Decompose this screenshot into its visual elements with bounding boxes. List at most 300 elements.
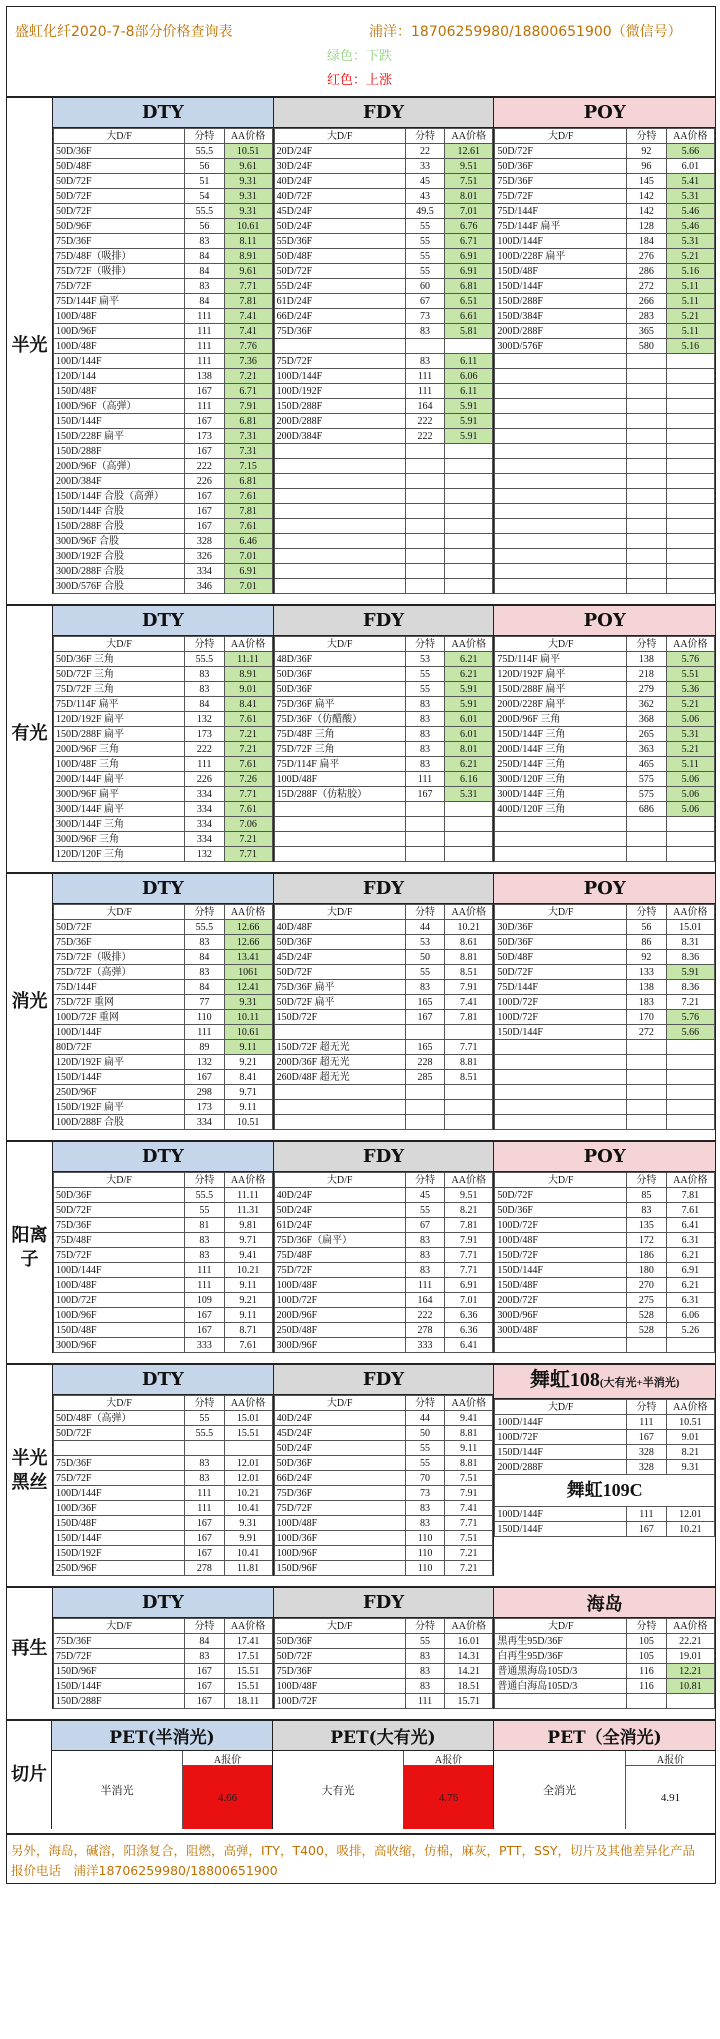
price-cell: 10.61 — [224, 1025, 272, 1040]
spec-cell: 75D/72F（吸排） — [53, 950, 184, 965]
spec-cell: 200D/288F — [495, 1460, 627, 1475]
grade-cell: 55 — [405, 1203, 444, 1218]
header-row — [53, 1173, 272, 1188]
spec-cell — [495, 504, 627, 519]
header-row — [495, 905, 715, 920]
spec-cell: 50D/72F 扁平 — [274, 995, 405, 1010]
spec-cell: 150D/144F 合股 — [53, 504, 184, 519]
table-row — [495, 1070, 715, 1085]
price-cell: 7.61 — [224, 519, 272, 534]
price-cell: 9.31 — [224, 174, 272, 189]
grade-cell: 167 — [185, 1323, 224, 1338]
spec-header: 大D/F — [495, 129, 627, 144]
price-header: AA价格 — [445, 905, 493, 920]
table-row — [495, 1649, 715, 1664]
grade-header: 分特 — [627, 129, 667, 144]
price-cell: 14.21 — [445, 1664, 493, 1679]
spec-cell: 150D/384F — [495, 309, 627, 324]
spec-cell — [274, 802, 405, 817]
price-cell: 8.61 — [445, 935, 493, 950]
spec-cell: 45D/24F — [274, 204, 405, 219]
spec-cell: 120D/192F 扁平 — [53, 1055, 184, 1070]
grade-cell: 83 — [405, 980, 444, 995]
price-cell: 12.01 — [224, 1471, 272, 1486]
table-row — [274, 1308, 493, 1323]
spec-cell — [495, 564, 627, 579]
spec-cell: 400D/120F 三角 — [495, 802, 627, 817]
grade-cell: 167 — [185, 414, 224, 429]
pet-price-box — [625, 1751, 715, 1829]
spec-cell: 100D/144F — [495, 1507, 627, 1522]
grade-cell: 111 — [185, 309, 224, 324]
table-row — [495, 1263, 715, 1278]
price-table — [53, 1172, 273, 1353]
grade-cell — [405, 519, 444, 534]
pet-price: 4.66 — [183, 1766, 272, 1829]
block-dty — [53, 606, 274, 862]
price-cell: 5.06 — [666, 802, 714, 817]
spec-cell: 100D/144F — [53, 354, 184, 369]
price-cell: 7.81 — [445, 1010, 493, 1025]
price-cell — [666, 534, 714, 549]
price-cell — [666, 1338, 714, 1353]
brand-note: (大有光+半消光) — [599, 1377, 680, 1389]
spec-cell: 150D/48F — [495, 1278, 627, 1293]
spec-cell: 50D/72F — [274, 965, 405, 980]
spec-cell: 75D/36F — [53, 1456, 184, 1471]
table-row — [274, 159, 493, 174]
grade-cell: 55.5 — [185, 1188, 224, 1203]
pet-title: PET（全消光) — [494, 1721, 715, 1751]
table-row — [495, 1445, 715, 1460]
table-row — [53, 1308, 272, 1323]
price-cell — [666, 369, 714, 384]
price-header: AA价格 — [666, 1400, 714, 1415]
grade-cell — [627, 1070, 667, 1085]
grade-cell: 164 — [405, 1293, 444, 1308]
grade-cell: 333 — [405, 1338, 444, 1353]
price-cell: 9.01 — [224, 682, 272, 697]
block-title: 海岛 — [494, 1588, 715, 1618]
spec-header: 大D/F — [495, 637, 627, 652]
grade-cell: 128 — [627, 219, 667, 234]
table-row — [274, 1471, 493, 1486]
table-row — [53, 1070, 272, 1085]
price-cell: 15.71 — [445, 1694, 493, 1709]
grade-cell: 334 — [185, 817, 224, 832]
table-row — [274, 1411, 493, 1426]
spec-cell: 75D/72F — [495, 189, 627, 204]
spec-cell — [274, 504, 405, 519]
spec-cell: 50D/36F — [495, 935, 627, 950]
grade-cell: 167 — [185, 504, 224, 519]
spec-cell — [274, 534, 405, 549]
spec-cell: 100D/72F — [274, 1293, 405, 1308]
grade-cell — [627, 489, 667, 504]
block-title: FDY — [274, 98, 494, 128]
price-cell: 6.41 — [666, 1218, 714, 1233]
table-row — [274, 444, 493, 459]
spec-cell: 50D/72F — [53, 1203, 184, 1218]
grade-header: 分特 — [185, 129, 224, 144]
table-row — [495, 1507, 715, 1522]
spec-cell: 75D/72F（高弹） — [53, 965, 184, 980]
block-title: DTY — [53, 1142, 273, 1172]
spec-cell: 150D/144F — [495, 1445, 627, 1460]
price-cell: 8.11 — [224, 234, 272, 249]
table-row — [53, 204, 272, 219]
price-cell: 9.01 — [666, 1430, 714, 1445]
price-cell: 9.31 — [224, 995, 272, 1010]
price-cell: 7.91 — [445, 980, 493, 995]
grade-cell: 172 — [627, 1233, 667, 1248]
grade-cell: 173 — [185, 1100, 224, 1115]
spec-cell: 75D/144F — [495, 204, 627, 219]
spec-cell — [274, 1025, 405, 1040]
spec-cell — [495, 832, 627, 847]
price-cell: 7.81 — [445, 1218, 493, 1233]
spec-cell: 75D/144F — [53, 980, 184, 995]
price-cell: 6.01 — [445, 712, 493, 727]
grade-cell: 328 — [627, 1460, 667, 1475]
price-cell: 17.51 — [224, 1649, 272, 1664]
spec-cell: 300D/144F 三角 — [495, 787, 627, 802]
spec-cell: 100D/192F — [274, 384, 405, 399]
spec-cell: 75D/144F — [495, 980, 627, 995]
spec-cell: 100D/72F 重网 — [53, 1010, 184, 1025]
spec-cell: 150D/48F — [53, 1323, 184, 1338]
table-row — [53, 1055, 272, 1070]
grade-cell: 334 — [185, 1115, 224, 1130]
spec-header: 大D/F — [495, 1619, 627, 1634]
grade-header: 分特 — [185, 1173, 224, 1188]
block-title: DTY — [53, 606, 273, 636]
spec-cell: 150D/144F 合股（高弹） — [53, 489, 184, 504]
grade-cell: 83 — [405, 757, 444, 772]
grade-cell: 84 — [185, 249, 224, 264]
price-cell: 7.31 — [224, 429, 272, 444]
grade-cell — [405, 802, 444, 817]
table-row — [274, 1278, 493, 1293]
block-title: POY — [494, 606, 715, 636]
section-1 — [7, 604, 715, 862]
price-cell: 6.81 — [224, 474, 272, 489]
table-row — [495, 1460, 715, 1475]
spec-cell — [495, 1055, 627, 1070]
price-table — [494, 904, 715, 1130]
price-cell — [445, 444, 493, 459]
grade-cell — [627, 1040, 667, 1055]
grade-cell: 276 — [627, 249, 667, 264]
grade-cell — [627, 1115, 667, 1130]
price-cell: 12.66 — [224, 935, 272, 950]
spec-cell: 100D/48F — [495, 1233, 627, 1248]
spec-cell: 300D/96F 合股 — [53, 534, 184, 549]
price-cell: 10.51 — [224, 144, 272, 159]
grade-cell — [405, 489, 444, 504]
table-row — [495, 1430, 715, 1445]
spec-header: 大D/F — [53, 905, 184, 920]
grade-cell: 92 — [627, 950, 667, 965]
section-label: 消光 — [7, 874, 53, 1130]
grade-cell: 180 — [627, 1263, 667, 1278]
pet-section — [7, 1719, 715, 1829]
spec-cell: 200D/288F — [495, 324, 627, 339]
grade-cell: 92 — [627, 144, 667, 159]
price-cell: 5.06 — [666, 772, 714, 787]
table-row — [53, 1233, 272, 1248]
price-header: AA价格 — [224, 637, 272, 652]
spec-cell: 75D/72F 重网 — [53, 995, 184, 1010]
price-cell: 6.91 — [224, 564, 272, 579]
grade-cell — [627, 504, 667, 519]
table-row — [495, 667, 715, 682]
table-row — [495, 264, 715, 279]
spec-cell: 50D/72F — [53, 189, 184, 204]
price-cell: 12.41 — [224, 980, 272, 995]
price-cell: 8.81 — [445, 1055, 493, 1070]
spec-cell: 75D/36F — [274, 1664, 405, 1679]
price-cell: 6.16 — [445, 772, 493, 787]
block-title: POY — [494, 874, 715, 904]
table-row — [53, 339, 272, 354]
spec-cell — [495, 579, 627, 594]
price-cell: 7.36 — [224, 354, 272, 369]
grade-cell: 83 — [405, 1649, 444, 1664]
price-cell: 9.91 — [224, 1531, 272, 1546]
spec-cell: 75D/36F（扁平） — [274, 1233, 405, 1248]
grade-cell: 56 — [185, 219, 224, 234]
price-cell: 6.21 — [666, 1278, 714, 1293]
spec-cell: 300D/96F — [53, 1338, 184, 1353]
table-row — [274, 549, 493, 564]
spec-cell: 100D/96F — [274, 1546, 405, 1561]
table-row — [53, 234, 272, 249]
price-cell — [666, 1100, 714, 1115]
table-row — [53, 384, 272, 399]
price-cell: 5.11 — [666, 324, 714, 339]
block-title: POY — [494, 1142, 715, 1172]
grade-cell: 55 — [405, 965, 444, 980]
grade-cell — [627, 534, 667, 549]
spec-cell — [495, 1040, 627, 1055]
spec-cell: 300D/144F 扁平 — [53, 802, 184, 817]
price-cell — [224, 1441, 272, 1456]
footer-note: 另外，海岛，碱溶，阳涤复合，阻燃，高弹，ITY，T400，吸排，高收缩，仿棉，麻灰，PTT，SSY，切片及其他差异化产品 报价电话 浦洋18706259980/18800651900 — [7, 1833, 715, 1883]
spec-cell: 30D/24F — [274, 159, 405, 174]
grade-cell: 116 — [627, 1664, 667, 1679]
price-header: AA价格 — [224, 1173, 272, 1188]
price-cell: 6.91 — [666, 1263, 714, 1278]
table-row — [274, 1263, 493, 1278]
price-table — [274, 904, 494, 1130]
grade-cell — [627, 519, 667, 534]
grade-cell: 167 — [185, 1694, 224, 1709]
grade-cell: 111 — [627, 1507, 667, 1522]
spec-cell: 200D/384F — [53, 474, 184, 489]
spec-cell: 75D/72F — [274, 354, 405, 369]
spec-cell: 100D/288F 合股 — [53, 1115, 184, 1130]
grade-cell: 286 — [627, 264, 667, 279]
price-cell: 10.21 — [224, 1486, 272, 1501]
table-row — [53, 294, 272, 309]
price-cell: 8.91 — [224, 667, 272, 682]
table-row — [274, 564, 493, 579]
grade-cell: 111 — [185, 399, 224, 414]
price-cell — [445, 504, 493, 519]
spec-cell — [495, 519, 627, 534]
spec-cell: 260D/48F 超无光 — [274, 1070, 405, 1085]
price-cell — [666, 1055, 714, 1070]
spec-cell — [274, 489, 405, 504]
price-cell: 9.21 — [224, 1055, 272, 1070]
price-cell: 7.41 — [224, 309, 272, 324]
price-cell: 9.81 — [224, 1218, 272, 1233]
table-row — [53, 459, 272, 474]
table-row — [495, 249, 715, 264]
table-row — [53, 219, 272, 234]
contact-info: 浦洋：18706259980/18800651900（微信号） — [369, 24, 682, 40]
price-cell: 5.66 — [666, 144, 714, 159]
price-cell: 7.71 — [224, 847, 272, 862]
grade-cell — [627, 399, 667, 414]
price-cell: 5.31 — [666, 189, 714, 204]
price-cell — [666, 549, 714, 564]
spec-cell — [495, 1694, 627, 1709]
section-2 — [7, 872, 715, 1130]
spec-cell: 100D/228F 扁平 — [495, 249, 627, 264]
table-row — [274, 1679, 493, 1694]
grade-cell: 83 — [405, 1233, 444, 1248]
grade-cell: 83 — [185, 279, 224, 294]
table-row — [53, 534, 272, 549]
price-cell: 12.61 — [445, 144, 493, 159]
grade-cell — [405, 832, 444, 847]
grade-cell: 165 — [405, 995, 444, 1010]
table-row — [274, 1441, 493, 1456]
grade-cell — [405, 339, 444, 354]
spec-cell: 150D/72F — [495, 1248, 627, 1263]
spec-cell — [53, 1441, 184, 1456]
spec-cell: 75D/72F 三角 — [53, 682, 184, 697]
price-cell: 7.91 — [445, 1486, 493, 1501]
price-cell — [666, 489, 714, 504]
grade-cell: 333 — [185, 1338, 224, 1353]
pet-name: 半消光 — [100, 1784, 134, 1797]
price-cell — [666, 1040, 714, 1055]
spec-header: 大D/F — [274, 637, 405, 652]
grade-cell: 575 — [627, 787, 667, 802]
table-row — [53, 1040, 272, 1055]
spec-cell: 100D/72F — [274, 1694, 405, 1709]
price-header: AA价格 — [445, 1173, 493, 1188]
section-label: 半光 — [7, 98, 53, 594]
table-row — [274, 1456, 493, 1471]
spec-cell: 75D/36F — [274, 324, 405, 339]
spec-header: 大D/F — [53, 1173, 184, 1188]
grade-cell: 270 — [627, 1278, 667, 1293]
grade-cell: 132 — [185, 847, 224, 862]
grade-cell: 83 — [405, 1664, 444, 1679]
spec-cell: 150D/48F — [53, 1516, 184, 1531]
spec-cell — [274, 817, 405, 832]
price-cell: 7.81 — [224, 294, 272, 309]
spec-header: 大D/F — [53, 1396, 184, 1411]
price-cell: 7.71 — [224, 787, 272, 802]
grade-cell: 266 — [627, 294, 667, 309]
price-table — [274, 128, 494, 594]
table-row — [53, 817, 272, 832]
price-cell: 15.51 — [224, 1664, 272, 1679]
price-cell — [445, 832, 493, 847]
spec-cell: 150D/144F — [53, 1070, 184, 1085]
price-cell: 6.91 — [445, 1278, 493, 1293]
grade-cell: 109 — [185, 1293, 224, 1308]
spec-cell: 150D/72F 超无光 — [274, 1040, 405, 1055]
section-4 — [7, 1363, 715, 1576]
spec-cell: 100D/144F — [274, 369, 405, 384]
table-row — [274, 144, 493, 159]
grade-cell: 133 — [627, 965, 667, 980]
table-row — [274, 1218, 493, 1233]
table-row — [274, 294, 493, 309]
spec-cell: 黑再生95D/36F — [495, 1634, 627, 1649]
table-row — [495, 950, 715, 965]
header-row — [274, 905, 493, 920]
table-row — [274, 697, 493, 712]
price-cell: 9.41 — [445, 1411, 493, 1426]
spec-cell: 75D/144F 扁平 — [53, 294, 184, 309]
table-row — [495, 1664, 715, 1679]
pet-title: PET(半消光) — [52, 1721, 272, 1751]
grade-cell: 167 — [185, 384, 224, 399]
price-cell: 7.21 — [224, 727, 272, 742]
spec-cell: 200D/144F 三角 — [495, 742, 627, 757]
price-cell: 7.01 — [445, 1293, 493, 1308]
table-row — [495, 727, 715, 742]
table-row — [274, 384, 493, 399]
spec-header: 大D/F — [274, 1173, 405, 1188]
block-title: FDY — [274, 1588, 494, 1618]
grade-cell: 86 — [627, 935, 667, 950]
spec-cell: 50D/72F — [495, 965, 627, 980]
grade-header: 分特 — [405, 1173, 444, 1188]
spec-cell: 150D/144F 三角 — [495, 727, 627, 742]
price-cell: 6.91 — [445, 249, 493, 264]
spec-cell: 150D/144F — [53, 1679, 184, 1694]
table-row — [53, 174, 272, 189]
price-cell — [445, 847, 493, 862]
spec-cell: 75D/48F — [53, 1233, 184, 1248]
grade-cell — [627, 414, 667, 429]
grade-header: 分特 — [627, 1400, 667, 1415]
spec-cell: 100D/48F — [274, 1278, 405, 1293]
grade-cell: 167 — [185, 1679, 224, 1694]
table-row — [495, 920, 715, 935]
price-cell: 6.61 — [445, 309, 493, 324]
sections — [7, 97, 715, 1709]
price-header: AA价格 — [666, 1173, 714, 1188]
price-header: AA价格 — [445, 1619, 493, 1634]
table-row — [53, 1471, 272, 1486]
spec-cell — [274, 1100, 405, 1115]
price-cell: 7.15 — [224, 459, 272, 474]
table-row — [274, 802, 493, 817]
price-cell: 5.11 — [666, 294, 714, 309]
grade-cell: 83 — [185, 667, 224, 682]
spec-cell: 150D/228F 扁平 — [53, 429, 184, 444]
price-cell: 7.61 — [224, 1338, 272, 1353]
